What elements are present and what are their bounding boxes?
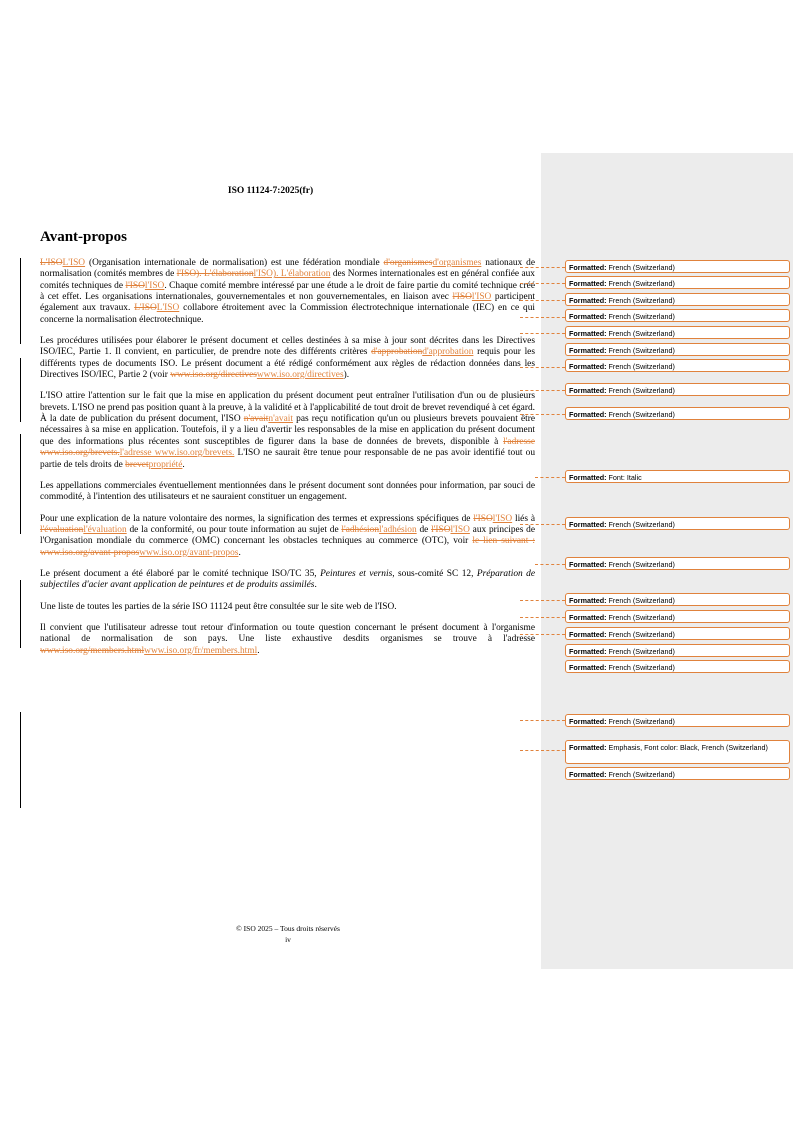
comment-balloon[interactable] (565, 309, 790, 322)
document-header: ISO 11124-7:2025(fr) (227, 186, 314, 196)
brevets-link[interactable]: l'adresse www.iso.org/brevets. (119, 448, 235, 459)
inserted-text: d'organismes (432, 258, 482, 268)
directives-link[interactable]: www.iso.org/directives (256, 370, 344, 381)
comment-label: Formatted: (569, 647, 607, 656)
comment-leader (520, 720, 565, 721)
comment-label: Formatted: (569, 770, 607, 779)
comment-leader (520, 524, 565, 525)
inserted-text: l'ISO (471, 292, 492, 303)
committee-title: Peintures et vernis (320, 568, 393, 579)
comment-balloon[interactable] (565, 740, 790, 764)
deleted-text: l'ISO (431, 524, 451, 535)
comment-text: French (Switzerland) (606, 717, 675, 726)
comment-label: Formatted: (569, 410, 607, 419)
comment-text: French (Switzerland) (606, 296, 675, 305)
deleted-link[interactable]: www.iso.org/members.html (40, 645, 145, 656)
comment-text: French (Switzerland) (606, 362, 675, 371)
comment-label: Formatted: (569, 560, 607, 569)
paragraph-text: Pour une explication de la nature volontaire des normes, la signification des termes et expressions spécifiques de (40, 513, 474, 524)
comment-balloon[interactable] (565, 326, 790, 339)
inserted-text: d'approbation (422, 347, 474, 358)
comment-text: French (Switzerland) (606, 279, 675, 288)
paragraph-text: de la conformité, ou pour toute information au sujet de (126, 524, 342, 535)
comment-label: Formatted: (569, 473, 607, 482)
comment-leader (520, 414, 565, 415)
paragraph-text: Il convient que l'utilisateur adresse tout retour d'information ou toute question concernant le présent document à l'organisme national de normalisation de son pays. Une liste exhaustive desdits organismes se trouve à l'adresse (40, 622, 535, 645)
comment-balloon[interactable] (565, 407, 790, 420)
paragraph-text: pas reçu notification qu'un ou plusieurs brevets pouvaient être nécessaires à sa mise en application. Toutefois, il y a lieu d'avertir les responsables de la mise en application du présent document que des informations plus récentes sont susceptibles de figurer dans la base de données de brevets, disponible à (40, 414, 536, 447)
comment-balloon[interactable] (565, 593, 790, 606)
deleted-text: n'avait (243, 414, 269, 425)
paragraph-text: . (314, 580, 317, 591)
paragraph-text: , sous-comité SC 12, (392, 568, 477, 579)
comment-text: French (Switzerland) (606, 410, 675, 419)
deleted-text: d'organismes (383, 258, 433, 268)
deleted-text: L'ISO (134, 303, 157, 314)
comment-balloon[interactable] (565, 517, 790, 530)
paragraph-text: Les appellations commerciales éventuellement mentionnées dans le présent document sont données pour information, par souci de commodité, à l'intention des utilisateurs et ne sauraient constituer un engagement. (40, 480, 535, 503)
avant-propos-link[interactable]: www.iso.org/avant-propos (139, 547, 239, 558)
paragraph-text: . Chaque comité membre intéressé par une étude a le droit de faire partie du comité technique créé à cet effet. Les organisations internationales, gouvernementales et non gouvernementales, en liaison avec (40, 280, 535, 303)
comment-text: French (Switzerland) (606, 560, 675, 569)
paragraph-explication (40, 514, 535, 559)
deleted-link[interactable]: www.iso.org/directives (170, 370, 257, 381)
comment-label: Formatted: (569, 296, 607, 305)
deleted-text: l'ISO (125, 280, 145, 291)
deleted-text: l'ISO). L'élaboration (176, 269, 254, 280)
comment-label: Formatted: (569, 743, 607, 752)
change-bar (20, 580, 21, 648)
comment-balloon[interactable] (565, 470, 790, 483)
comment-label: Formatted: (569, 329, 607, 338)
comment-label: Formatted: (569, 312, 607, 321)
deleted-text: L'ISO (40, 258, 63, 268)
comment-label: Formatted: (569, 717, 607, 726)
deleted-text: brevet (125, 459, 149, 470)
deleted-text: l'évaluation (40, 524, 84, 535)
comment-leader (520, 750, 565, 751)
comment-balloon[interactable] (565, 767, 790, 780)
paragraph-text: Le présent document a été élaboré par le comité technique ISO/TC 35, (40, 568, 321, 579)
paragraph-text: ). (343, 370, 350, 381)
comment-label: Formatted: (569, 362, 607, 371)
comment-balloon[interactable] (565, 276, 790, 289)
comment-text: French (Switzerland) (606, 613, 675, 622)
deleted-link[interactable]: l'adresse www.iso.org/brevets. (40, 436, 535, 459)
subcommittee-title: Préparation de subjectiles d'acier avant application de peintures et de produits assimilés (40, 568, 535, 591)
comment-text: French (Switzerland) (606, 263, 675, 272)
comment-balloon[interactable] (565, 293, 790, 306)
comment-text: French (Switzerland) (606, 329, 675, 338)
comment-balloon[interactable] (565, 557, 790, 570)
comment-text: Emphasis, Font color: Black, French (Switzerland) (606, 743, 768, 752)
deleted-text: l'ISO (452, 292, 472, 303)
paragraph-text: (Organisation internationale de normalisation) est une fédération mondiale (85, 258, 384, 268)
comment-leader (520, 634, 565, 635)
paragraph-brevets (40, 391, 535, 470)
comment-label: Formatted: (569, 596, 607, 605)
inserted-text: l'ISO (492, 513, 513, 524)
comment-balloon[interactable] (565, 627, 790, 640)
comment-text: French (Switzerland) (606, 520, 675, 529)
comment-balloon[interactable] (565, 260, 790, 273)
paragraph-text: . (257, 645, 260, 656)
comment-label: Formatted: (569, 346, 607, 355)
paragraph-appellations (40, 481, 535, 504)
inserted-text: propriété (148, 459, 183, 470)
deleted-link[interactable]: le lien suivant : www.iso.org/avant-propos (40, 536, 535, 558)
comment-label: Formatted: (569, 613, 607, 622)
footer-copyright: © ISO 2025 – Tous droits réservés (236, 924, 340, 933)
comment-leader (535, 564, 565, 565)
inserted-text: l'ISO). L'élaboration (253, 269, 331, 280)
paragraph-procedures (40, 336, 535, 381)
comment-leader (520, 317, 565, 318)
inserted-text: l'évaluation (83, 524, 127, 535)
paragraph-organisation (40, 258, 535, 326)
comment-leader (520, 600, 565, 601)
comment-leader (520, 617, 565, 618)
comment-balloon[interactable] (565, 359, 790, 372)
comment-text: French (Switzerland) (606, 596, 675, 605)
comment-leader (520, 333, 565, 334)
deleted-text: l'adhésion (341, 524, 380, 535)
comment-text: French (Switzerland) (606, 386, 675, 395)
section-title: Avant-propos (40, 229, 127, 245)
comment-label: Formatted: (569, 263, 607, 272)
change-bar (20, 712, 21, 808)
members-link[interactable]: www.iso.org/fr/members.html (144, 645, 258, 656)
comment-leader (520, 367, 565, 368)
change-bar (20, 434, 21, 534)
comment-balloon[interactable] (565, 714, 790, 727)
comment-label: Formatted: (569, 663, 607, 672)
paragraph-text: L'ISO ne saurait être tenue pour responsable de ne pas avoir identifié tout ou partie de tels droits de (40, 448, 536, 470)
comment-balloon[interactable] (565, 660, 790, 673)
document-body (40, 258, 535, 667)
comment-text: Font: Italic (606, 473, 642, 482)
paragraph-text: de (416, 524, 432, 535)
paragraph-text: L'ISO attire l'attention sur le fait que la mise en application du présent document peut entraîner l'utilisation d'un ou de plusieurs brevets. L'ISO ne prend pas position quant à la preuve, à la validité et à l'applicabilité de tout droit de brevet revendiqué à cet égard. À la date de publication du présent document, l'ISO (40, 391, 535, 425)
change-bar (20, 358, 21, 422)
comment-label: Formatted: (569, 279, 607, 288)
comment-text: French (Switzerland) (606, 630, 675, 639)
change-bar (20, 258, 21, 344)
paragraph-liste (40, 602, 535, 613)
comment-balloon[interactable] (565, 644, 790, 657)
comment-leader (520, 267, 565, 268)
comment-text: French (Switzerland) (606, 312, 675, 321)
comment-leader (520, 300, 565, 301)
paragraph-comite (40, 569, 535, 592)
inserted-text: L'ISO (156, 303, 180, 314)
comment-balloon[interactable] (565, 343, 790, 356)
paragraph-text: Une liste de toutes les parties de la série ISO 11124 peut être consultée sur le site web de l'ISO. (40, 601, 397, 612)
paragraph-text: Les procédures utilisées pour élaborer le présent document et celles destinées à sa mise à jour sont décrites dans les Directives ISO/IEC, Partie 1. Il convient, en particulier, de prendre note des différents critères (40, 336, 535, 358)
comment-label: Formatted: (569, 520, 607, 529)
deleted-text: l'ISO (473, 513, 493, 524)
inserted-text: l'ISO (144, 280, 165, 291)
comment-text: French (Switzerland) (606, 346, 675, 355)
comment-label: Formatted: (569, 630, 607, 639)
deleted-text: d'approbation (371, 347, 423, 358)
inserted-text: L'ISO (62, 258, 86, 268)
inserted-text: l'adhésion (379, 524, 417, 535)
paragraph-text: collabore étroitement avec la Commission électrotechnique internationale (IEC) en ce qui concerne la normalisation électrotechnique. (40, 303, 536, 325)
paragraph-text: aux principes de l'Organisation mondiale du commerce (OMC) concernant les obstacles techniques au commerce (OTC), voir (40, 524, 535, 547)
footer-page-number: iv (285, 935, 291, 944)
comment-label: Formatted: (569, 386, 607, 395)
comment-leader (520, 390, 565, 391)
inserted-text: l'ISO (450, 524, 470, 535)
comment-balloon[interactable] (565, 383, 790, 396)
inserted-text: n'avait (268, 414, 293, 425)
paragraph-text: . (182, 459, 185, 470)
comment-leader (535, 477, 565, 478)
comment-text: French (Switzerland) (606, 770, 675, 779)
paragraph-text: des Normes internationales est en général confiée aux comités techniques de (40, 269, 535, 291)
comment-balloon[interactable] (565, 610, 790, 623)
paragraph-text: requis pour les différents types de documents ISO. Le présent document a été rédigé conformément aux règles de rédaction données dans les Directives ISO/IEC, Partie 2 (voir (40, 347, 535, 381)
paragraph-text: liés à (512, 513, 535, 524)
paragraph-text: . (238, 547, 241, 558)
comment-text: French (Switzerland) (606, 647, 675, 656)
paragraph-retour (40, 623, 535, 657)
paragraph-text: participent également aux travaux. (40, 292, 535, 314)
comment-leader (520, 283, 565, 284)
comment-text: French (Switzerland) (606, 663, 675, 672)
paragraph-text: nationaux de normalisation (comités membres de (40, 258, 535, 280)
